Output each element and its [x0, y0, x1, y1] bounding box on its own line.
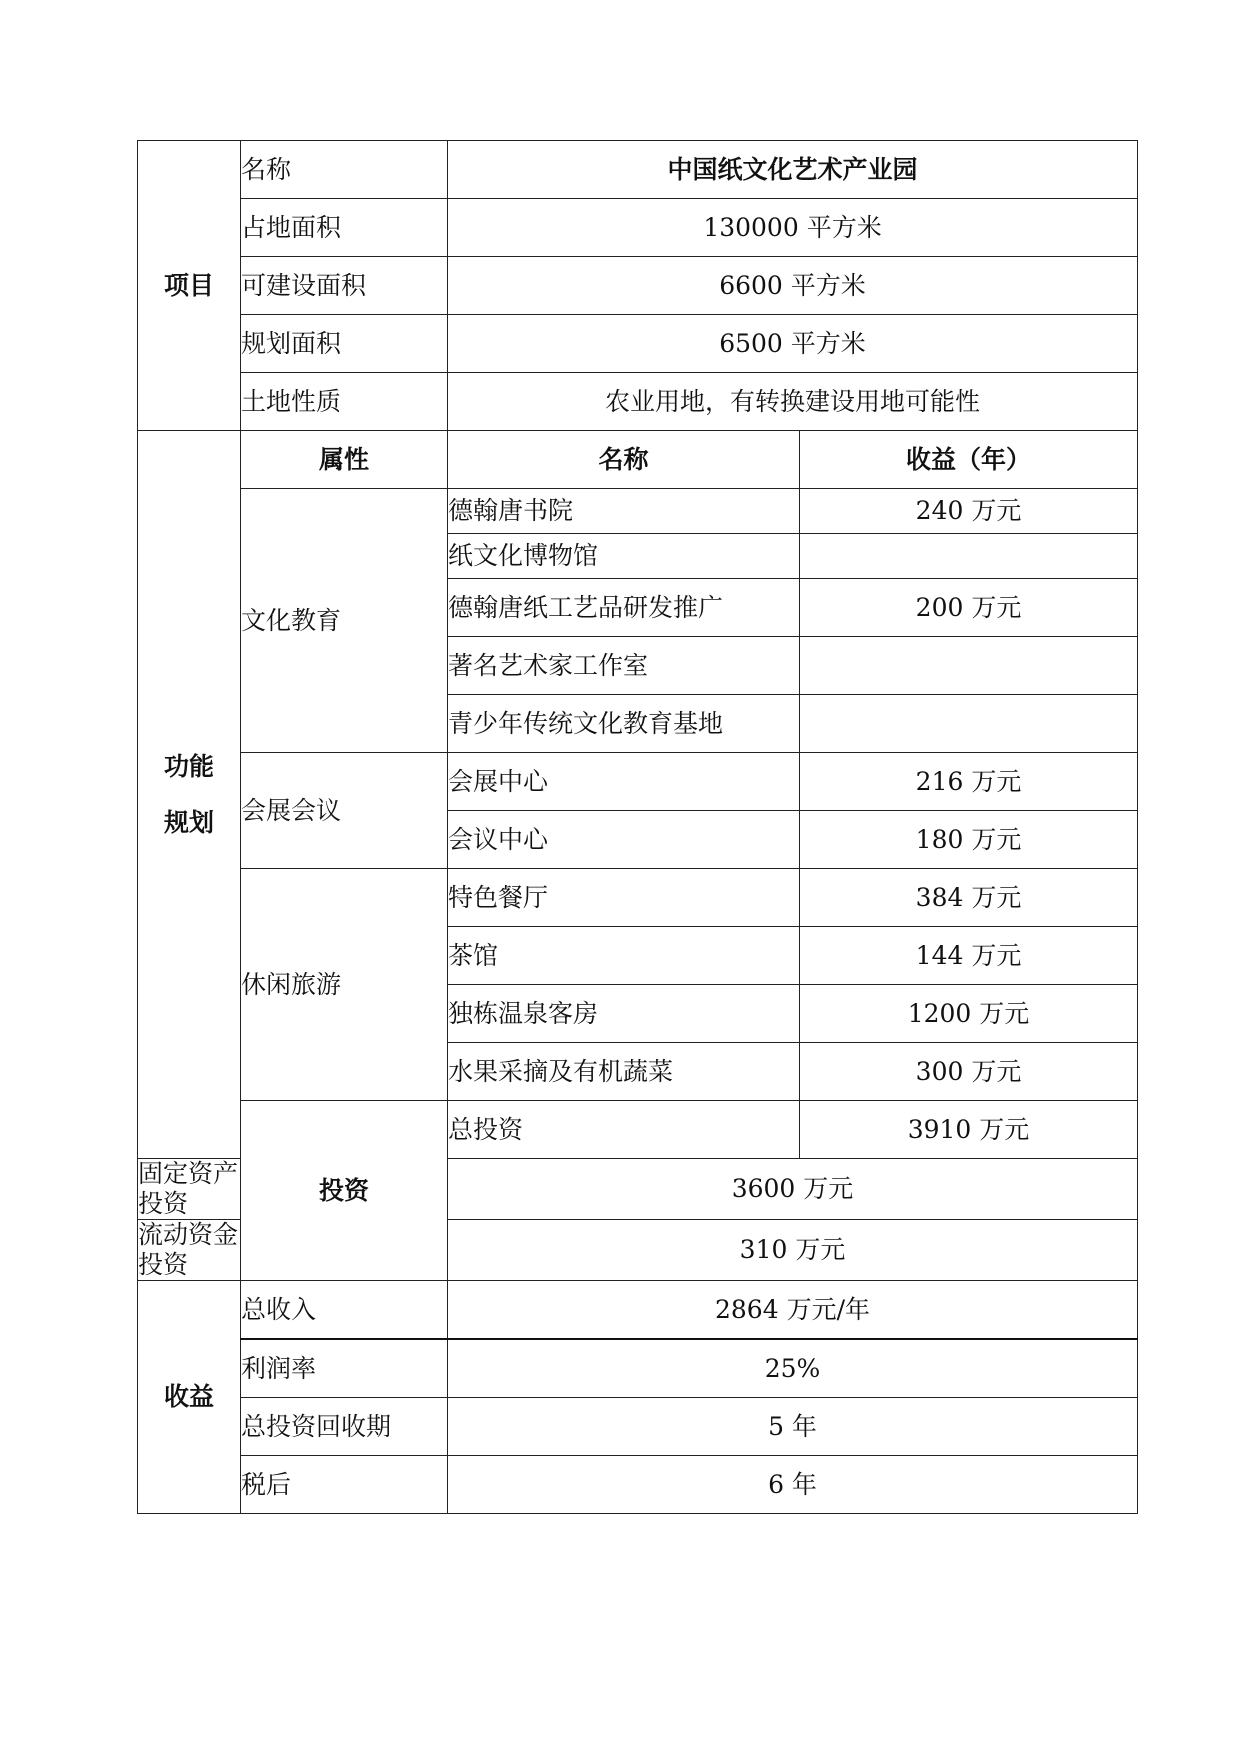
item-income: 1200 万元: [800, 985, 1138, 1043]
item-income: 300 万元: [800, 1043, 1138, 1101]
table-row: [138, 1398, 1138, 1456]
row-value: 3600 万元: [448, 1159, 1138, 1220]
row-value: 农业用地，有转换建设用地可能性: [448, 373, 1138, 431]
row-value: 6500 平方米: [448, 315, 1138, 373]
row-label: 税后: [241, 1456, 448, 1514]
item-income: 384 万元: [800, 869, 1138, 927]
row-value: 310 万元: [448, 1220, 1138, 1281]
table-row: [138, 315, 1138, 373]
section-function-line2: 规划: [163, 807, 214, 837]
table-row: [138, 869, 1138, 927]
header-income: 收益（年）: [800, 431, 1138, 489]
row-value: 6600 平方米: [448, 257, 1138, 315]
row-label: 规划面积: [241, 315, 448, 373]
row-label: 土地性质: [241, 373, 448, 431]
table-header-row: [138, 431, 1138, 489]
item-name: 特色餐厅: [448, 869, 800, 927]
item-name: 独栋温泉客房: [448, 985, 800, 1043]
item-income: 200 万元: [800, 579, 1138, 637]
project-summary-table: [137, 140, 1138, 1514]
item-income: 216 万元: [800, 753, 1138, 811]
table-row: [138, 1281, 1138, 1340]
item-income: 144 万元: [800, 927, 1138, 985]
item-income: 180 万元: [800, 811, 1138, 869]
table-row: [138, 1101, 1138, 1159]
item-name: 著名艺术家工作室: [448, 637, 800, 695]
item-income: [800, 695, 1138, 753]
row-label: 占地面积: [241, 199, 448, 257]
row-label: 流动资金投资: [138, 1220, 241, 1281]
item-income: [800, 534, 1138, 579]
row-value: 6 年: [448, 1456, 1138, 1514]
section-project-label: 项目: [138, 141, 241, 431]
row-value: 5 年: [448, 1398, 1138, 1456]
item-name: 纸文化博物馆: [448, 534, 800, 579]
header-name: 名称: [448, 431, 800, 489]
row-label: 总收入: [241, 1281, 448, 1340]
row-label: 固定资产投资: [138, 1159, 241, 1220]
table-row: [138, 199, 1138, 257]
item-name: 会议中心: [448, 811, 800, 869]
row-value: 25%: [448, 1339, 1138, 1398]
table-row: [138, 1339, 1138, 1398]
item-income: 240 万元: [800, 489, 1138, 534]
item-name: 水果采摘及有机蔬菜: [448, 1043, 800, 1101]
group-attribute: 文化教育: [241, 489, 448, 753]
row-label: 利润率: [241, 1339, 448, 1398]
item-name: 茶馆: [448, 927, 800, 985]
section-function-label: [138, 431, 241, 1159]
header-attribute: 属性: [241, 431, 448, 489]
row-label: 名称: [241, 141, 448, 199]
table-row: [138, 141, 1138, 199]
table-row: [138, 489, 1138, 534]
item-income: [800, 637, 1138, 695]
group-attribute: 休闲旅游: [241, 869, 448, 1101]
section-returns-label: 收益: [138, 1281, 241, 1514]
table-row: [138, 373, 1138, 431]
group-attribute: 会展会议: [241, 753, 448, 869]
item-name: 青少年传统文化教育基地: [448, 695, 800, 753]
item-name: 德翰唐纸工艺品研发推广: [448, 579, 800, 637]
row-value: 3910 万元: [800, 1101, 1138, 1159]
table-row: [138, 1456, 1138, 1514]
section-investment-label: 投资: [241, 1101, 448, 1281]
row-label: 可建设面积: [241, 257, 448, 315]
item-name: 德翰唐书院: [448, 489, 800, 534]
row-label: 总投资: [448, 1101, 800, 1159]
table-row: [138, 257, 1138, 315]
row-label: 总投资回收期: [241, 1398, 448, 1456]
section-function-line1: 功能: [163, 751, 214, 781]
table-row: [138, 753, 1138, 811]
row-value: 2864 万元/年: [448, 1281, 1138, 1340]
row-value: 130000 平方米: [448, 199, 1138, 257]
item-name: 会展中心: [448, 753, 800, 811]
project-name-value: 中国纸文化艺术产业园: [448, 141, 1138, 199]
